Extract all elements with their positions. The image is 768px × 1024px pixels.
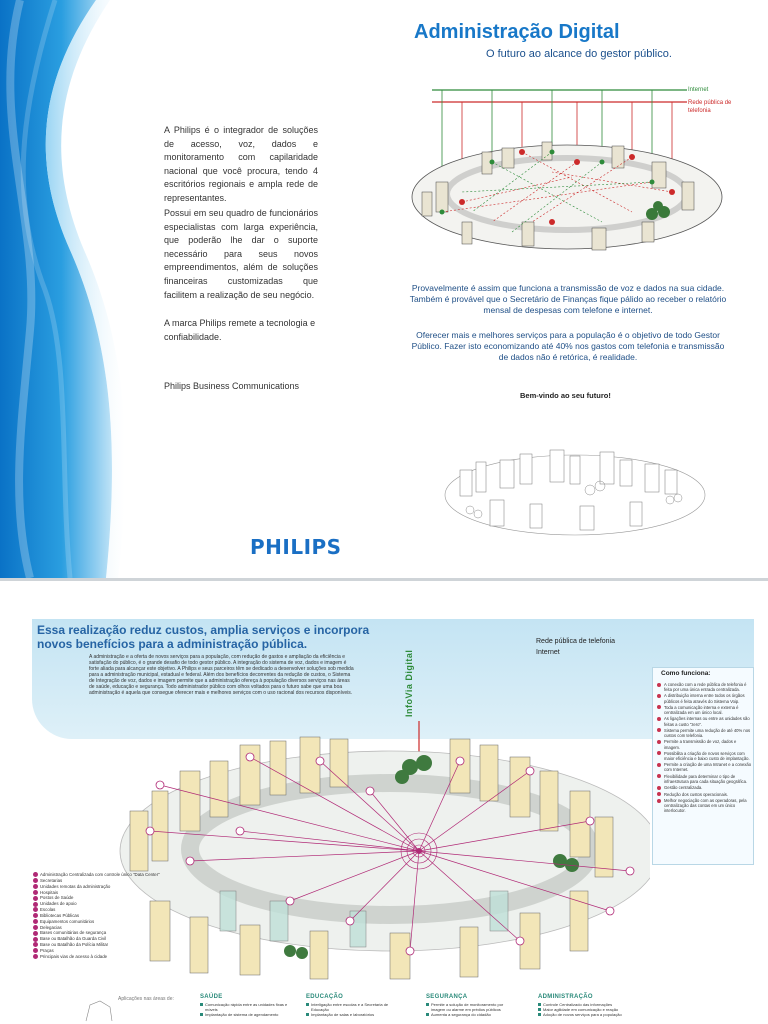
body-paragraph: Provavelmente é assim que funciona a transmissão de voz e dados na sua cidade. Também é provável que o Secretário de Finanças fique pálido ao receber o relatório mensal de despesas com telefone e internet. [409, 283, 727, 315]
legend-label: Unidades de apoio [40, 901, 77, 907]
legend-label: Administração Centralizada com controle único "Data Center" [40, 872, 160, 877]
how-it-works-item: A distribuição interna entre todos os órgãos públicos é feita através do Sistema Voip. [657, 693, 753, 703]
body-paragraph: Oferecer mais e melhores serviços para a população é o objetivo de todo Gestor Público. Fazer isto economizando até 40% nos gastos com telefonia e transmissão de dados não é retórica, é realidade. [411, 330, 725, 362]
legend-marker-icon [33, 913, 38, 918]
intro-paragraph: A marca Philips remete a tecnologia e confiabilidade. [164, 318, 316, 342]
area-item: Implantação de salas e laboratórios [306, 1012, 398, 1017]
legend-label: Unidades remotas da administração [40, 883, 111, 889]
how-it-works-item: A conexão com a rede pública de telefonia é feita por uma única entrada centralizada. [657, 682, 753, 692]
area-education [306, 994, 398, 1017]
how-it-works-list [657, 682, 753, 815]
philips-logo: PHILIPS [250, 535, 342, 559]
signature-text: Philips Business Communications [164, 381, 300, 391]
how-it-works-item: Flexibilidade para determinar o tipo de infraestrutura para cada situação geográfica. [657, 774, 753, 784]
area-title: EDUCAÇÃO [306, 994, 344, 1000]
area-item: Permite a solução de monitoramento por imagem ou alarme em prédios públicos [426, 1002, 518, 1012]
legend-marker-icon [33, 902, 38, 907]
area-item: Implantação de sistema de agendamento [200, 1012, 292, 1017]
how-it-works-item: Gestão centralizada. [657, 785, 753, 790]
intro-paragraph: A Philips é o integrador de soluções de acesso, voz, dados e monitoramento com capilaridade nacional que você procura, tendo 4 escritórios regionais e ampla rede de representantes. [164, 125, 318, 203]
legend-marker-icon [33, 937, 38, 942]
page-subtitle: O futuro ao alcance do gestor público. [486, 48, 672, 60]
city-sketch-illustration [440, 440, 710, 540]
legend-label: Principais vias de acesso à cidade [40, 953, 108, 959]
area-item: Maior agilidade em comunicação e reação [538, 1007, 630, 1012]
legend-label: Bases comunitárias de segurança [40, 930, 107, 936]
how-it-works-item: As ligações internas ou entre as unidades são feitas a custo "zero". [657, 716, 753, 726]
areas-label: Aplicações nas áreas de: [118, 996, 174, 1002]
area-title: SEGURANÇA [426, 994, 468, 1000]
legend-marker-icon [33, 919, 38, 924]
section-body: A administração e a oferta de novos serviços para a população, com redução de gastos e ampliação da eficiência e satisfação do público, é o grande desafio de todo gestor público. A integração do sistema de voz, dados e imagem é forte aliada para alcançar este objetivo. A Philips e seus parceiros têm se dedicado a desenvolver soluções sob medida para a administração municipal, estadual e federal. Além dos benefícios decorrentes da redução de custos, o Sistema de Integração de voz, dados e imagem permite que a administração ofereça à população diversos serviços nas áreas de saúde, educação e segurança. Todo administrador público com olhos voltados para o futuro sabe que uma boa administração é aquela que consegue oferecer mais e melhores serviços com o uso racional dos recursos disponíveis. [89, 654, 354, 696]
how-it-works-item: Permite a criação de uma Intranet e a conexão com Internet. [657, 762, 753, 772]
legend-item [33, 954, 113, 960]
how-it-works-panel [652, 667, 754, 865]
welcome-text: Bem-vindo ao seu futuro! [520, 391, 611, 400]
public-network-label: Rede pública de telefonia [536, 638, 616, 645]
legend-marker-icon [33, 942, 38, 947]
how-it-works-item: Toda a comunicação interna e externa é centralizada em um único local. [657, 705, 753, 715]
legend-marker-icon [33, 890, 38, 895]
blue-wave-graphic [0, 0, 150, 578]
area-title: SAÚDE [200, 994, 223, 1000]
area-item: Adoção de novos serviços para a população [538, 1012, 630, 1017]
how-it-works-item: Permite a transmissão de voz, dados e imagem. [657, 739, 753, 749]
infovia-label: InfoVia Digital [404, 649, 414, 717]
legend-label: Bibliotecas Públicas [40, 912, 80, 918]
public-network-label: Rede pública de telefonia [688, 100, 732, 114]
area-administration [538, 994, 630, 1017]
internet-label: Internet [536, 649, 560, 656]
how-it-works-title: Como funciona: [661, 670, 711, 677]
section-title: Essa realização reduz custos, amplia serviços e incorpora novos benefícios para a administração pública. [37, 623, 370, 651]
mini-map-icon [84, 999, 114, 1023]
legend-label: Praças [40, 947, 54, 953]
how-it-works-item: Melhor negociação com as operadoras, pela centralização das contas em um único interlocutor. [657, 798, 753, 813]
internet-label: Internet [688, 87, 709, 93]
intro-paragraph: Possui em seu quadro de funcionários especialistas com larga experiência, que poderão lhe dar o suporte necessário para seus novos empreendimentos, além de soluções financeiras customizadas que facilitem a realização de seu negócio. [164, 208, 318, 300]
legend-marker-icon [33, 907, 38, 912]
how-it-works-item: Possibilita a criação de novos serviços com maior eficiência e baixo custo de implantação. [657, 751, 753, 761]
legend-marker-icon [33, 878, 38, 883]
legend-label: Postos de Saúde [40, 895, 74, 901]
legend-marker-icon [33, 954, 38, 959]
area-item: Aumenta a segurança do cidadão [426, 1012, 518, 1017]
legend-label: Delegacias [40, 924, 62, 930]
legend-marker-icon [33, 931, 38, 936]
map-legend [33, 872, 160, 960]
area-item: Controle Centralizado das informações [538, 1002, 630, 1007]
area-title: ADMINISTRAÇÃO [538, 994, 593, 1000]
legend-marker-icon [33, 948, 38, 953]
legend-label: Secretarias [40, 877, 63, 883]
how-it-works-item: Redução dos custos operacionais. [657, 792, 753, 797]
city-network-illustration [402, 82, 732, 272]
integrated-city-network-illustration [90, 721, 650, 991]
area-security [426, 994, 518, 1017]
area-item: Interligação entre escolas e a Secretaria de Educação [306, 1002, 398, 1012]
brochure-inner-page [0, 581, 768, 1024]
area-item: Comunicação rápida entre as unidades fixas e móveis [200, 1002, 292, 1012]
page-title: Administração Digital [414, 21, 620, 43]
area-health [200, 994, 292, 1017]
legend-marker-icon [33, 896, 38, 901]
legend-marker-icon [33, 925, 38, 930]
legend-label: Base ou Batalhão da Polícia Militar [40, 942, 109, 948]
legend-marker-icon [33, 872, 38, 877]
legend-marker-icon [33, 884, 38, 889]
legend-label: Escolas [40, 907, 56, 913]
legend-label: Equipamentos comunitários [40, 918, 95, 924]
legend-label: Base ou Batalhão da Guarda Civil [40, 936, 107, 942]
legend-label: Hospitais [40, 889, 59, 895]
how-it-works-item: Sistema permite uma redução de até 40% nos custos com telefonia. [657, 728, 753, 738]
